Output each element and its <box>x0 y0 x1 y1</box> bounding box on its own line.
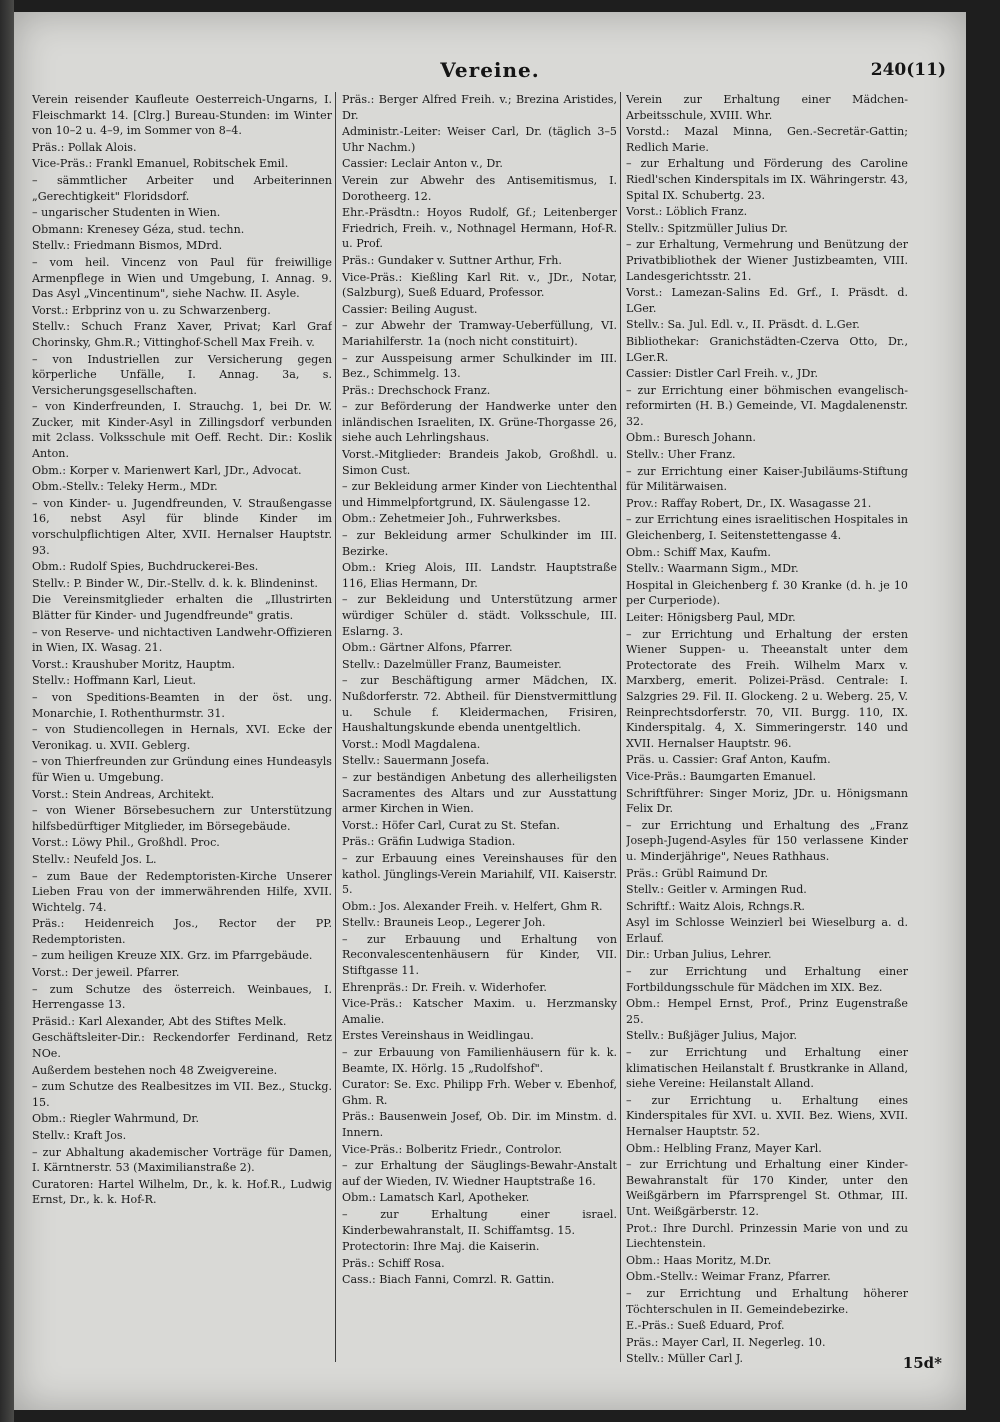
entry-text: – von Wiener Börsebesuchern zur Unterstützung hilfsbedürftiger Mitglieder, im Börsegebäude. <box>32 804 332 833</box>
entry-text: – zur Erhaltung einer israel. Kinderbewahranstalt, II. Schiffamtsg. 15. <box>342 1207 617 1237</box>
entry-text: – von Kinderfreunden, I. Strauchg. 1, bei Dr. W. Zucker, mit Kinder-Asyl in Zillingsdorf verbunden mit 2class. Volksschule mit Oeff. Recht. Dir.: Koslik Anton. <box>32 400 332 461</box>
directory-entry <box>32 1145 332 1176</box>
entry-text: – ungarischer Studenten in Wien. <box>32 206 221 220</box>
entry-text: Obm.: Gärtner Alfons, Pfarrer. <box>342 641 513 655</box>
directory-entry <box>32 222 332 238</box>
entry-text: Stellv.: Neufeld Jos. L. <box>32 852 157 866</box>
directory-entry <box>32 1079 332 1110</box>
directory-entry <box>32 463 332 479</box>
directory-entry <box>626 1253 908 1269</box>
directory-entry <box>32 479 332 495</box>
directory-entry <box>32 559 332 575</box>
entry-text: Stellv.: Kraft Jos. <box>32 1129 127 1142</box>
directory-entry <box>626 430 908 446</box>
directory-entry <box>32 319 332 350</box>
directory-entry <box>626 866 908 882</box>
entry-text: Vorstd.: Mazal Minna, Gen.-Secretär-Gattin; Redlich Marie. <box>626 125 908 154</box>
entry-text: Curator: Se. Exc. Philipp Frh. Weber v. Ebenhof, Ghm. R. <box>342 1078 617 1107</box>
entry-text: Stellv.: Uher Franz. <box>626 448 736 462</box>
entry-text: Obm.: Zehetmeier Joh., Fuhrwerksbes. <box>342 512 561 526</box>
entry-text: – zur Bekleidung armer Kinder von Liechtenthal und Himmelpfortgrund, IX. Säulengasse 12. <box>342 480 617 509</box>
directory-entry <box>32 1063 332 1079</box>
directory-entry <box>342 1272 617 1288</box>
directory-entry <box>626 1093 908 1140</box>
directory-entry <box>626 237 908 284</box>
directory-entry <box>626 464 908 495</box>
directory-entry <box>342 1190 617 1206</box>
directory-entry <box>626 1269 908 1285</box>
entry-text: – zur Errichtung und Erhaltung der ersten Wiener Suppen- u. Theeanstalt unter dem Protectorate des Freih. Wilhelm Marx v. Marxberg, emerit. Polizei-Präsd. Centrale: I. Salzgries 29. Fil. II. Glockeng. 2 u. Weberg. 25, V. Reinprechtsdorferstr. 70, VII. Burgg. 110, IX. Kinderspitalg. 4, X. Simmeringerstr. 140 und XVII. Hernalser Hauptstr. 96. <box>626 627 908 750</box>
directory-entry <box>626 769 908 785</box>
directory-entry <box>626 317 908 333</box>
entry-text: – sämmtlicher Arbeiter und Arbeiterinnen „Gerechtigkeit" Floridsdorf. <box>32 173 332 203</box>
entry-text: – zur Ausspeisung armer Schulkinder im III. Bez., Schimmelg. 13. <box>342 351 617 381</box>
directory-entry <box>32 916 332 947</box>
directory-entry <box>626 882 908 898</box>
entry-text: Präs.: Schiff Rosa. <box>342 1256 445 1270</box>
entry-text: Vice-Präs.: Kießling Karl Rit. v., JDr., Notar, (Salzburg), Sueß Eduard, Professor. <box>342 270 617 300</box>
entry-text: Obm.: Jos. Alexander Freih. v. Helfert, Ghm R. <box>342 899 603 913</box>
entry-text: – zur Erbauung von Familienhäusern für k. k. Beamte, IX. Hörlg. 15 „Rudolfshof". <box>342 1046 617 1075</box>
directory-entry <box>342 753 617 769</box>
entry-text: Vorst.: Löwy Phil., Großhdl. Proc. <box>32 836 220 850</box>
entry-text: Präs.: Mayer Carl, II. Negerleg. 10. <box>626 1335 826 1349</box>
entry-text: Obm.: Hempel Ernst, Prof., Prinz Eugenstraße 25. <box>626 997 908 1026</box>
entry-text: Protectorin: Ihre Maj. die Kaiserin. <box>342 1240 540 1254</box>
directory-entry <box>32 657 332 673</box>
entry-text: Vorst.: Höfer Carl, Curat zu St. Stefan. <box>342 818 560 832</box>
directory-entry <box>342 915 617 931</box>
directory-entry <box>32 173 332 204</box>
entry-text: – von Industriellen zur Versicherung gegen körperliche Unfälle, I. Annag. 3a, s. Versicherungsgesellschaften. <box>32 352 332 397</box>
entry-text: Präs.: Bausenwein Josef, Ob. Dir. im Minstm. d. Innern. <box>342 1110 617 1139</box>
directory-entry <box>342 205 617 252</box>
entry-text: Stellv.: Sauermann Josefa. <box>342 754 490 768</box>
page-title: Vereine. <box>440 58 540 82</box>
directory-entry <box>32 1014 332 1030</box>
directory-entry <box>32 352 332 399</box>
entry-text: Verein reisender Kaufleute Oesterreich-Ungarns, I. Fleischmarkt 14. [Clrg.] Bureau-Stunden: im Winter von 10–2 u. 4–9, im Sommer von 8–4. <box>32 93 332 138</box>
entry-text: Stellv.: Friedmann Bismos, MDrd. <box>32 239 223 253</box>
directory-entry <box>342 383 617 399</box>
entry-text: Hospital in Gleichenberg f. 30 Kranke (d. h. je 10 per Curperiode). <box>626 578 908 608</box>
column-right <box>626 92 908 1372</box>
entry-text: Schriftf.: Waitz Alois, Rchngs.R. <box>626 899 805 913</box>
entry-text: Obm.: Helbling Franz, Mayer Karl. <box>626 1141 822 1155</box>
directory-entry <box>32 869 332 916</box>
directory-entry <box>626 964 908 995</box>
entry-text: Vorst.: Der jeweil. Pfarrer. <box>32 966 180 980</box>
entry-text: Obm.: Schiff Max, Kaufm. <box>626 545 771 559</box>
directory-entry <box>342 770 617 817</box>
directory-entry <box>32 255 332 302</box>
entry-text: Vorst.: Stein Andreas, Architekt. <box>32 787 215 801</box>
directory-entry <box>32 92 332 139</box>
sheet-signature: 15d* <box>902 1354 942 1372</box>
entry-text: – zum Baue der Redemptoristen-Kirche Unserer Lieben Frau von der immerwährenden Hilfe, XVII. Wichtelg. 74. <box>32 869 332 914</box>
directory-entry <box>342 528 617 559</box>
directory-entry <box>342 447 617 478</box>
entry-text: Obm.-Stellv.: Weimar Franz, Pfarrer. <box>626 1270 831 1284</box>
directory-entry <box>626 512 908 543</box>
entry-text: – von Thierfreunden zur Gründung eines Hundeasyls für Wien u. Umgebung. <box>32 755 332 784</box>
entry-text: Cass.: Biach Fanni, Comrzl. R. Gattin. <box>342 1273 555 1287</box>
entry-text: Prov.: Raffay Robert, Dr., IX. Wasagasse 21. <box>626 496 872 510</box>
entry-text: Obm.: Rudolf Spies, Buchdruckerei-Bes. <box>32 560 259 574</box>
directory-entry <box>626 947 908 963</box>
entry-text: – vom heil. Vincenz von Paul für freiwillige Armenpflege in Wien und Umgebung, I. Annag. 9. Das Asyl „Vincentinum", siehe Nachw. II. Asyle. <box>32 255 332 301</box>
directory-entry <box>626 578 908 609</box>
directory-entry <box>626 1318 908 1334</box>
directory-entry <box>32 965 332 981</box>
directory-entry <box>626 627 908 752</box>
entry-text: – zur Errichtung eines israelitischen Hospitales in Gleichenberg, I. Seitenstettengasse 4. <box>626 513 908 543</box>
directory-entry <box>626 899 908 915</box>
directory-entry <box>626 752 908 768</box>
entry-text: Stellv.: Waarmann Sigm., MDr. <box>626 562 799 576</box>
entry-text: Erstes Vereinshaus in Weidlingau. <box>342 1029 534 1043</box>
entry-text: Obm.: Korper v. Marienwert Karl, JDr., Advocat. <box>32 463 302 477</box>
column-divider <box>620 92 621 1362</box>
entry-text: Obm.-Stellv.: Teleky Herm., MDr. <box>32 480 218 494</box>
directory-entry <box>342 156 617 172</box>
column-divider <box>335 92 336 1362</box>
entry-text: – zur Abwehr der Tramway-Ueberfüllung, VI. Mariahilferstr. 1a (noch nicht constituirt). <box>342 319 617 348</box>
entry-text: Cassier: Distler Carl Freih. v., JDr. <box>626 367 818 381</box>
directory-entry <box>342 1239 617 1255</box>
directory-entry <box>342 1207 617 1238</box>
directory-entry <box>32 948 332 964</box>
directory-entry <box>342 592 617 639</box>
entry-text: Ehr.-Präsdtn.: Hoyos Rudolf, Gf.; Leitenberger Friedrich, Freih. v., Nothnagel Hermann, Hof-R. u. Prof. <box>342 206 617 251</box>
directory-entry <box>342 1109 617 1140</box>
page-number: 240(11) <box>870 60 946 80</box>
directory-entry <box>626 366 908 382</box>
directory-entry <box>32 238 332 254</box>
directory-entry <box>626 561 908 577</box>
entry-text: Präs.: Drechschock Franz. <box>342 383 491 397</box>
entry-text: – zur Erhaltung, Vermehrung und Benützung der Privatbibliothek der Wiener Justizbeamten, VIII. Landesgerichtsstr. 21. <box>626 238 908 283</box>
entry-text: – zum heiligen Kreuze XIX. Grz. im Pfarrgebäude. <box>32 949 313 963</box>
entry-text: – von Studiencollegen in Hernals, XVI. Ecke der Veronikag. u. XVII. Geblerg. <box>32 723 332 752</box>
book-gutter <box>0 0 14 1422</box>
entry-text: – zur Erbauung und Erhaltung von Reconvalescentenhäusern für Kinder, VII. Stiftgasse 11. <box>342 932 617 978</box>
directory-entry <box>342 351 617 382</box>
entry-text: Cassier: Leclair Anton v., Dr. <box>342 157 503 171</box>
entry-text: Geschäftsleiter-Dir.: Reckendorfer Ferdinand, Retz NOe. <box>32 1031 332 1061</box>
entry-text: Schriftführer: Singer Moriz, JDr. u. Hönigsmann Felix Dr. <box>626 786 908 816</box>
directory-entry <box>32 803 332 834</box>
entry-text: – zur Bekleidung armer Schulkinder im III. Bezirke. <box>342 529 617 558</box>
directory-entry <box>32 835 332 851</box>
directory-entry <box>626 1045 908 1092</box>
entry-text: Außerdem bestehen noch 48 Zweigvereine. <box>32 1063 278 1077</box>
entry-text: Präs.: Pollak Alois. <box>32 140 137 154</box>
entry-text: – zur Errichtung einer Kaiser-Jubiläums-Stiftung für Militärwaisen. <box>626 464 908 494</box>
directory-entry <box>342 1077 617 1108</box>
entry-text: Präs.: Berger Alfred Freih. v.; Brezina Aristides, Dr. <box>342 93 617 122</box>
directory-entry <box>626 383 908 430</box>
book-page <box>14 12 966 1410</box>
entry-text: – von Speditions-Beamten in der öst. ung. Monarchie, I. Rothenthurmstr. 31. <box>32 690 332 720</box>
directory-entry <box>626 496 908 512</box>
directory-entry <box>626 818 908 865</box>
entry-text: Stellv.: P. Binder W., Dir.-Stellv. d. k. k. Blindeninst. <box>32 576 318 590</box>
entry-text: Obm.: Lamatsch Karl, Apotheker. <box>342 1191 530 1205</box>
entry-text: Administr.-Leiter: Weiser Carl, Dr. (täglich 3–5 Uhr Nachm.) <box>342 125 617 154</box>
directory-entry <box>32 1111 332 1127</box>
directory-entry <box>32 140 332 156</box>
directory-entry <box>626 610 908 626</box>
entry-text: Bibliothekar: Granichstädten-Czerva Otto, Dr., LGer.R. <box>626 334 908 364</box>
entry-text: Präs.: Grübl Raimund Dr. <box>626 866 769 880</box>
entry-text: Präsid.: Karl Alexander, Abt des Stiftes Melk. <box>32 1014 287 1028</box>
directory-entry <box>626 447 908 463</box>
entry-text: Die Vereinsmitglieder erhalten die „Illustrirten Blätter für Kinder- und Jugendfreunde" gratis. <box>32 593 332 622</box>
directory-entry <box>342 737 617 753</box>
directory-entry <box>342 1256 617 1272</box>
directory-entry <box>626 1335 908 1351</box>
directory-entry <box>626 915 908 946</box>
entry-text: Stellv.: Geitler v. Armingen Rud. <box>626 883 807 897</box>
entry-text: Stellv.: Hoffmann Karl, Lieut. <box>32 674 197 688</box>
directory-entry <box>32 787 332 803</box>
directory-entry <box>342 399 617 446</box>
directory-entry <box>32 399 332 461</box>
directory-entry <box>342 980 617 996</box>
directory-entry <box>342 560 617 591</box>
directory-entry <box>626 1028 908 1044</box>
column-left <box>32 92 332 1372</box>
directory-entry <box>342 1045 617 1076</box>
entry-text: – zur Errichtung u. Erhaltung eines Kinderspitales für XVI. u. XVII. Bez. Wiens, XVII. Hernalser Hauptstr. 52. <box>626 1093 908 1138</box>
entry-text: Vorst.: Modl Magdalena. <box>342 737 481 751</box>
directory-entry <box>342 270 617 301</box>
entry-text: Vice-Präs.: Frankl Emanuel, Robitschek Emil. <box>32 157 289 171</box>
directory-entry <box>626 285 908 316</box>
entry-text: Obm.: Krieg Alois, III. Landstr. Hauptstraße 116, Elias Hermann, Dr. <box>342 561 617 590</box>
entry-text: Vorst.: Lamezan-Salins Ed. Grf., I. Präsdt. d. LGer. <box>626 286 908 315</box>
directory-entry <box>342 673 617 735</box>
directory-entry <box>32 496 332 558</box>
directory-entry <box>342 1142 617 1158</box>
entry-text: – zur Beschäftigung armer Mädchen, IX. Nußdorferstr. 72. Abtheil. für Dienstvermittlung u. Schule f. Kleidermachen, Frisiren, Haushaltungskunde ebenda unentgeltlich. <box>342 674 617 735</box>
entry-text: – zur Abhaltung akademischer Vorträge für Damen, I. Kärntnerstr. 53 (Maximilianstraße 2). <box>32 1145 332 1175</box>
directory-entry <box>32 852 332 868</box>
directory-entry <box>626 1141 908 1157</box>
directory-entry <box>342 318 617 349</box>
directory-entry <box>32 156 332 172</box>
entry-text: – zum Schutze des Realbesitzes im VII. Bez., Stuckg. 15. <box>32 1080 332 1109</box>
entry-text: – zur Erhaltung der Säuglings-Bewahr-Anstalt auf der Wieden, IV. Wiedner Hauptstraße 16. <box>342 1159 617 1188</box>
directory-entry <box>342 899 617 915</box>
entry-text: Vorst.: Erbprinz von u. zu Schwarzenberg. <box>32 303 271 317</box>
entry-text: Obm.: Buresch Johann. <box>626 431 756 445</box>
directory-entry <box>32 576 332 592</box>
entry-text: Stellv.: Bußjäger Julius, Major. <box>626 1029 797 1043</box>
entry-text: Verein zur Abwehr des Antisemitismus, I. Dorotheerg. 12. <box>342 173 617 203</box>
entry-text: – zur Bekleidung und Unterstützung armer würdiger Schüler d. städt. Volksschule, III. Eslarng. 3. <box>342 593 617 638</box>
entry-text: – zum Schutze des österreich. Weinbaues, I. Herrengasse 13. <box>32 982 332 1012</box>
directory-entry <box>626 1157 908 1219</box>
directory-entry <box>342 173 617 204</box>
entry-text: – zur Errichtung einer böhmischen evangelisch-reformirten (H. B.) Gemeinde, VI. Magdalenenstr. 32. <box>626 383 908 428</box>
entry-text: – zur beständigen Anbetung des allerheiligsten Sacramentes des Altars und zur Ausstattung armer Kirchen in Wien. <box>342 770 617 816</box>
directory-entry <box>32 754 332 785</box>
directory-entry <box>342 834 617 850</box>
directory-entry <box>342 302 617 318</box>
entry-text: Präs.: Gräfin Ludwiga Stadion. <box>342 835 516 849</box>
directory-entry <box>342 253 617 269</box>
directory-entry <box>32 592 332 623</box>
entry-text: Stellv.: Schuch Franz Xaver, Privat; Karl Graf Chorinsky, Ghm.R.; Vittinghof-Schell Max Freih. v. <box>32 320 332 349</box>
directory-entry <box>342 818 617 834</box>
directory-entry <box>32 303 332 319</box>
entry-text: – zur Erhaltung und Förderung des Caroline Riedl'schen Kinderspitals im IX. Währingerstr. 43, Spital IX. Schubertg. 23. <box>626 157 908 202</box>
entry-text: – von Kinder- u. Jugendfreunden, V. Straußengasse 16, nebst Asyl für blinde Kinder im vorschulpflichtigen Alter, XVII. Hernalser Hauptstr. 93. <box>32 496 332 557</box>
entry-text: Vice-Präs.: Katscher Maxim. u. Herzmansky Amalie. <box>342 997 617 1026</box>
entry-text: Präs. u. Cassier: Graf Anton, Kaufm. <box>626 753 831 767</box>
column-middle <box>342 92 617 1372</box>
directory-entry <box>626 124 908 155</box>
directory-entry <box>32 673 332 689</box>
entry-text: Vice-Präs.: Baumgarten Emanuel. <box>626 769 817 783</box>
entry-text: Präs.: Gundaker v. Suttner Arthur, Frh. <box>342 253 562 267</box>
directory-entry <box>32 625 332 656</box>
entry-text: Obm.: Haas Moritz, M.Dr. <box>626 1253 772 1267</box>
entry-text: – zur Erbauung eines Vereinshauses für den kathol. Jünglings-Verein Mariahilf, VII. Kaiserstr. 5. <box>342 851 617 897</box>
directory-entry <box>342 479 617 510</box>
entry-text: – zur Errichtung und Erhaltung einer Kinder-Bewahranstalt für 170 Kinder, unter den Weißgärbern im Pfarrsprengel St. Othmar, III. Unt. Weißgärberstr. 12. <box>626 1158 908 1218</box>
directory-entry <box>342 511 617 527</box>
entry-text: Ehrenpräs.: Dr. Freih. v. Widerhofer. <box>342 980 547 994</box>
entry-text: Stellv.: Brauneis Leop., Legerer Joh. <box>342 916 546 930</box>
entry-text: – von Reserve- und nichtactiven Landwehr-Offizieren in Wien, IX. Wasag. 21. <box>32 625 332 655</box>
directory-entry <box>342 657 617 673</box>
entry-text: Vorst.: Kraushuber Moritz, Hauptm. <box>32 657 236 671</box>
directory-entry <box>342 124 617 155</box>
entry-text: Vorst.: Löblich Franz. <box>626 205 748 219</box>
directory-entry <box>342 1028 617 1044</box>
entry-text: Stellv.: Dazelmüller Franz, Baumeister. <box>342 657 562 671</box>
directory-entry <box>626 1351 908 1367</box>
entry-text: – zur Errichtung und Erhaltung des „Franz Joseph-Jugend-Asyles für 150 verlassene Kinder u. Minderjährige", Neues Rathhaus. <box>626 818 908 863</box>
entry-text: Obm.: Riegler Wahrmund, Dr. <box>32 1112 199 1126</box>
entry-text: Asyl im Schlosse Weinzierl bei Wieselburg a. d. Erlauf. <box>626 916 908 945</box>
entry-text: Vorst.-Mitglieder: Brandeis Jakob, Großhdl. u. Simon Cust. <box>342 448 617 477</box>
directory-entry <box>342 92 617 123</box>
directory-entry <box>626 92 908 123</box>
entry-text: Stellv.: Sa. Jul. Edl. v., II. Präsdt. d. L.Ger. <box>626 318 860 332</box>
directory-entry <box>342 996 617 1027</box>
entry-text: Präs.: Heidenreich Jos., Rector der PP. Redemptoristen. <box>32 917 332 946</box>
entry-text: Prot.: Ihre Durchl. Prinzessin Marie von und zu Liechtenstein. <box>626 1221 908 1251</box>
directory-entry <box>32 982 332 1013</box>
entry-text: – zur Beförderung der Handwerke unter den inländischen Israeliten, IX. Grüne-Thorgasse 26, siehe auch Lehrlingshaus. <box>342 400 617 445</box>
directory-entry <box>32 690 332 721</box>
directory-entry <box>342 1158 617 1189</box>
entry-text: Stellv.: Spitzmüller Julius Dr. <box>626 221 788 235</box>
entry-text: Curatoren: Hartel Wilhelm, Dr., k. k. Hof.R., Ludwig Ernst, Dr., k. k. Hof-R. <box>32 1177 332 1207</box>
entry-text: Cassier: Beiling August. <box>342 302 478 316</box>
directory-entry <box>626 786 908 817</box>
entry-text: Dir.: Urban Julius, Lehrer. <box>626 948 772 962</box>
directory-entry <box>32 1030 332 1061</box>
directory-entry <box>626 996 908 1027</box>
entry-text: E.-Präs.: Sueß Eduard, Prof. <box>626 1319 785 1333</box>
directory-entry <box>32 1128 332 1144</box>
entry-text: – zur Errichtung und Erhaltung einer klimatischen Heilanstalt f. Brustkranke in Alland, siehe Vereine: Heilanstalt Alland. <box>626 1046 908 1091</box>
directory-entry <box>626 221 908 237</box>
directory-entry <box>342 851 617 898</box>
directory-entry <box>626 334 908 365</box>
directory-entry <box>626 156 908 203</box>
directory-entry <box>342 932 617 979</box>
directory-entry <box>32 205 332 221</box>
directory-entry <box>626 1286 908 1317</box>
directory-entry <box>626 545 908 561</box>
directory-entry <box>626 204 908 220</box>
entry-text: – zur Errichtung und Erhaltung einer Fortbildungsschule für Mädchen im XIX. Bez. <box>626 965 908 994</box>
entry-text: Obmann: Krenesey Géza, stud. techn. <box>32 222 245 236</box>
entry-text: Stellv.: Müller Carl J. <box>626 1352 744 1366</box>
directory-entry <box>626 1221 908 1252</box>
directory-entry <box>32 722 332 753</box>
entry-text: – zur Errichtung und Erhaltung höherer Töchterschulen in II. Gemeindebezirke. <box>626 1286 908 1316</box>
page-header <box>14 58 966 88</box>
entry-text: Verein zur Erhaltung einer Mädchen-Arbeitsschule, XVIII. Whr. <box>626 93 908 122</box>
directory-entry <box>342 640 617 656</box>
entry-text: Vice-Präs.: Bolberitz Friedr., Controlor. <box>342 1142 562 1156</box>
directory-entry <box>32 1177 332 1208</box>
entry-text: Leiter: Hönigsberg Paul, MDr. <box>626 611 796 624</box>
